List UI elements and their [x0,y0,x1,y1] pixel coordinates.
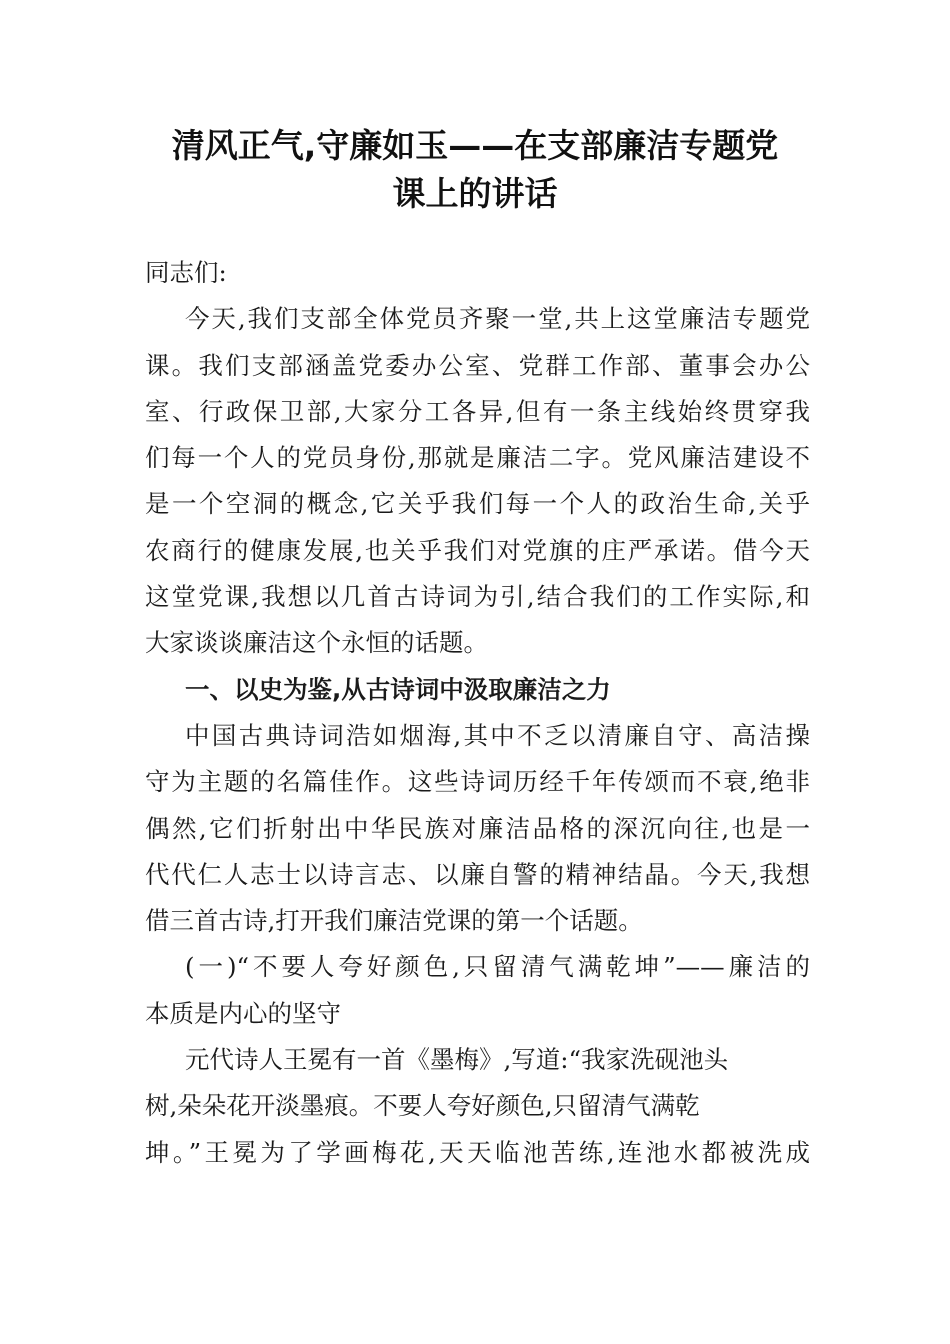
section-heading: 一、以史为鉴,从古诗词中汲取廉洁之力 [185,674,611,704]
paragraph-line: 大家谈谈廉洁这个永恒的话题。 [145,628,488,658]
paragraph-line: 们每一个人的党员身份,那就是廉洁二字。党风廉洁建设不 [145,443,810,473]
paragraph-line: 树,朵朵花开淡墨痕。不要人夸好颜色,只留清气满乾 [145,1091,700,1121]
subsection-heading: 本质是内心的坚守 [145,998,341,1028]
title-line-1: 清风正气,守廉如玉——在支部廉洁专题党 [171,126,779,165]
paragraph-line: 偶然,它们折射出中华民族对廉洁品格的深沉向往,也是一 [145,813,810,843]
paragraph-line: 中国古典诗词浩如烟海,其中不乏以清廉自守、高洁操 [185,720,810,750]
subsection-heading: (一)“不要人夸好颜色,只留清气满乾坤”——廉洁的 [185,952,810,982]
paragraph-line: 坤。”王冕为了学画梅花,天天临池苦练,连池水都被洗成 [145,1137,810,1167]
document-title [120,122,830,218]
title-line-2: 课上的讲话 [392,174,558,213]
paragraph-line: 元代诗人王冕有一首《墨梅》,写道:“我家洗砚池头 [185,1045,729,1075]
paragraph-line: 借三首古诗,打开我们廉洁党课的第一个话题。 [145,906,643,936]
paragraph-line: 守为主题的名篇佳作。这些诗词历经千年传颂而不衰,绝非 [145,767,810,797]
document-body [145,250,810,1176]
paragraph-line: 今天,我们支部全体党员齐聚一堂,共上这堂廉洁专题党 [185,304,810,334]
paragraph-line: 室、行政保卫部,大家分工各异,但有一条主线始终贯穿我 [145,396,810,426]
paragraph-line: 这堂党课,我想以几首古诗词为引,结合我们的工作实际,和 [145,582,810,612]
paragraph-line: 课。我们支部涵盖党委办公室、党群工作部、董事会办公 [145,350,810,380]
paragraph-line: 代代仁人志士以诗言志、以廉自警的精神结晶。今天,我想 [145,859,810,889]
salutation: 同志们: [145,258,227,287]
paragraph-line: 是一个空洞的概念,它关乎我们每一个人的政治生命,关乎 [145,489,810,519]
paragraph-line: 农商行的健康发展,也关乎我们对党旗的庄严承诺。借今天 [145,535,810,565]
